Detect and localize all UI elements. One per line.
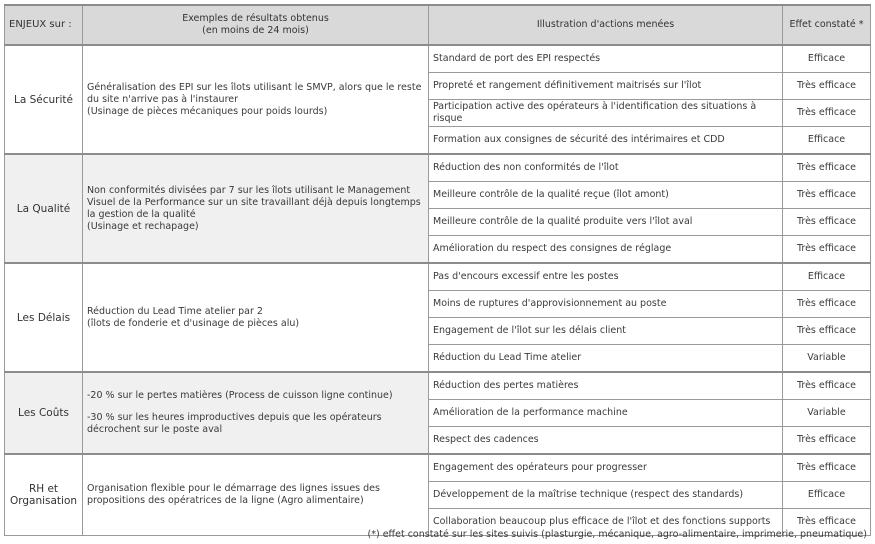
effect-cell: Très efficace [783, 73, 871, 100]
results-table [4, 4, 871, 536]
action-cell: Amélioration du respect des consignes de réglage [429, 236, 783, 264]
effect-cell: Très efficace [783, 427, 871, 455]
action-cell: Réduction des non conformités de l'îlot [429, 154, 783, 182]
example-cell [83, 454, 429, 536]
example-cell [83, 263, 429, 372]
effect-cell: Très efficace [783, 509, 871, 536]
effect-cell: Efficace [783, 45, 871, 73]
example-cell [83, 45, 429, 154]
effect-cell: Efficace [783, 127, 871, 155]
effect-cell: Variable [783, 400, 871, 427]
example-line: -30 % sur les heures improductives depuis que les opérateurs décrochent sur le poste aval [87, 412, 382, 435]
category-cell: RH et Organisation [5, 454, 83, 536]
action-cell: Réduction des pertes matières [429, 372, 783, 400]
effect-cell: Très efficace [783, 318, 871, 345]
category-cell: La Qualité [5, 154, 83, 263]
effect-cell: Efficace [783, 482, 871, 509]
effect-cell: Très efficace [783, 236, 871, 264]
header-illustration: Illustration d'actions menées [429, 5, 783, 45]
example-line: Organisation flexible pour le démarrage des lignes issues des propositions des opératrices de la ligne (Agro alimentaire) [87, 483, 380, 506]
example-line: Généralisation des EPI sur les îlots utilisant le SMVP, alors que le reste du site n'arrive pas à l'instaurer [87, 81, 422, 105]
action-cell: Développement de la maîtrise technique (respect des standards) [429, 482, 783, 509]
example-line: (îlots de fonderie et d'usinage de pièces alu) [87, 317, 300, 329]
table-row [5, 45, 871, 73]
action-cell: Engagement des opérateurs pour progresser [429, 454, 783, 482]
example-line: (Usinage et rechapage) [87, 220, 199, 232]
table-row [5, 372, 871, 400]
category-cell: Les Coûts [5, 372, 83, 454]
table-row [5, 263, 871, 291]
table-row [5, 454, 871, 482]
category-cell: Les Délais [5, 263, 83, 372]
action-cell: Pas d'encours excessif entre les postes [429, 263, 783, 291]
effect-cell: Très efficace [783, 291, 871, 318]
header-exemples-title: Exemples de résultats obtenus [182, 13, 329, 24]
action-cell: Meilleure contrôle de la qualité produite vers l'îlot aval [429, 209, 783, 236]
example-cell [83, 154, 429, 263]
example-line: Réduction du Lead Time atelier par 2 [87, 305, 263, 317]
example-line: (Usinage de pièces mécaniques pour poids lourds) [87, 105, 328, 117]
action-cell: Amélioration de la performance machine [429, 400, 783, 427]
table-body [5, 45, 871, 536]
effect-cell: Très efficace [783, 372, 871, 400]
example-line [87, 402, 424, 412]
effect-cell: Efficace [783, 263, 871, 291]
action-cell: Meilleure contrôle de la qualité reçue (îlot amont) [429, 182, 783, 209]
header-exemples [83, 5, 429, 45]
action-cell: Moins de ruptures d'approvisionnement au poste [429, 291, 783, 318]
effect-cell: Très efficace [783, 100, 871, 127]
action-cell: Participation active des opérateurs à l'identification des situations à risque [429, 100, 783, 127]
effect-cell: Très efficace [783, 209, 871, 236]
category-cell: La Sécurité [5, 45, 83, 154]
action-cell: Collaboration beaucoup plus efficace de l'îlot et des fonctions supports [429, 509, 783, 536]
action-cell: Respect des cadences [429, 427, 783, 455]
action-cell: Formation aux consignes de sécurité des intérimaires et CDD [429, 127, 783, 155]
effect-cell: Très efficace [783, 454, 871, 482]
example-line: Non conformités divisées par 7 sur les îlots utilisant le Management Visuel de la Performance sur un site travaillant déjà depuis longtemps la gestion de la qualité [87, 184, 421, 220]
action-cell: Réduction du Lead Time atelier [429, 345, 783, 373]
example-cell [83, 372, 429, 454]
effect-cell: Très efficace [783, 182, 871, 209]
table-row [5, 154, 871, 182]
action-cell: Engagement de l'îlot sur les délais client [429, 318, 783, 345]
action-cell: Propreté et rangement définitivement maitrisés sur l'îlot [429, 73, 783, 100]
header-exemples-subtitle: (en moins de 24 mois) [202, 25, 309, 36]
header-row [5, 5, 871, 45]
action-cell: Standard de port des EPI respectés [429, 45, 783, 73]
header-effet: Effet constaté * [783, 5, 871, 45]
footnote: (*) effet constaté sur les sites suivis (plasturgie, mécanique, agro-alimentaire, imprimerie, pneumatique) [367, 529, 867, 540]
effect-cell: Variable [783, 345, 871, 373]
header-enjeux: ENJEUX sur : [5, 5, 83, 45]
example-line: -20 % sur le pertes matières (Process de cuisson ligne continue) [87, 390, 393, 401]
effect-cell: Très efficace [783, 154, 871, 182]
